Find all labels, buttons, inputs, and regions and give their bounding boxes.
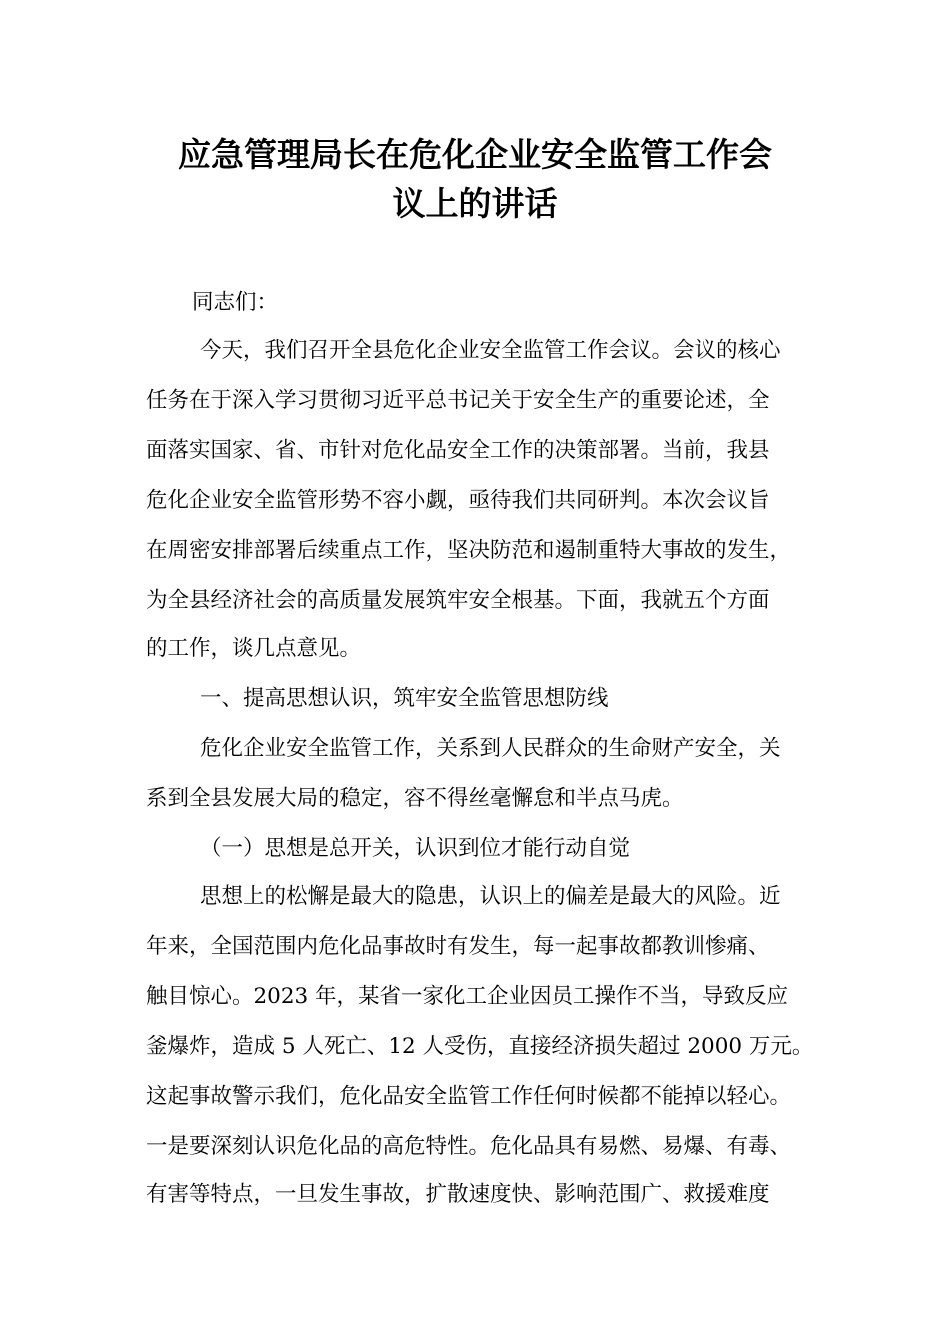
title-line-1: 应急管理局长在危化企业安全监管工作会 [178,135,772,174]
body-line: 任务在于深入学习贯彻习近平总书记关于安全生产的重要论述，全 [146,388,770,413]
body-line: 危化企业安全监管工作，关系到人民群众的生命财产安全，关 [200,736,781,761]
body-line: 有害等特点，一旦发生事故，扩散速度快、影响范围广、救援难度 [146,1182,770,1207]
body-line: 为全县经济社会的高质量发展筑牢安全根基。下面，我就五个方面 [146,588,770,613]
body-line: 釜爆炸，造成 5 人死亡、12 人受伤，直接经济损失超过 2000 万元。 [146,1034,814,1059]
body-line: 今天，我们召开全县危化企业安全监管工作会议。会议的核心 [200,338,781,363]
title-line-2: 议上的讲话 [392,184,558,223]
body-line: 危化企业安全监管形势不容小觑，亟待我们共同研判。本次会议旨 [146,488,770,513]
body-line: 面落实国家、省、市针对危化品安全工作的决策部署。当前，我县 [146,438,770,463]
body-line: 思想上的松懈是最大的隐患，认识上的偏差是最大的风险。近 [200,884,781,909]
document-title [150,130,800,228]
section-heading: 一、提高思想认识，筑牢安全监管思想防线 [200,686,609,711]
salutation: 同志们： [192,290,279,315]
body-line: 这起事故警示我们，危化品安全监管工作任何时候都不能掉以轻心。 [146,1084,792,1109]
body-line: 触目惊心。2023 年，某省一家化工企业因员工操作不当，导致反应 [146,984,789,1009]
body-line: 在周密安排部署后续重点工作，坚决防范和遏制重特大事故的发生， [146,538,792,563]
body-line: 年来，全国范围内危化品事故时有发生，每一起事故都教训惨痛、 [146,934,770,959]
body-line: 系到全县发展大局的稳定，容不得丝毫懈怠和半点马虎。 [146,786,684,811]
body-line: 一是要深刻认识危化品的高危特性。危化品具有易燃、易爆、有毒、 [146,1134,792,1159]
body-line: 的工作，谈几点意见。 [146,636,362,661]
subsection-heading: （一）思想是总开关，认识到位才能行动自觉 [200,836,631,861]
